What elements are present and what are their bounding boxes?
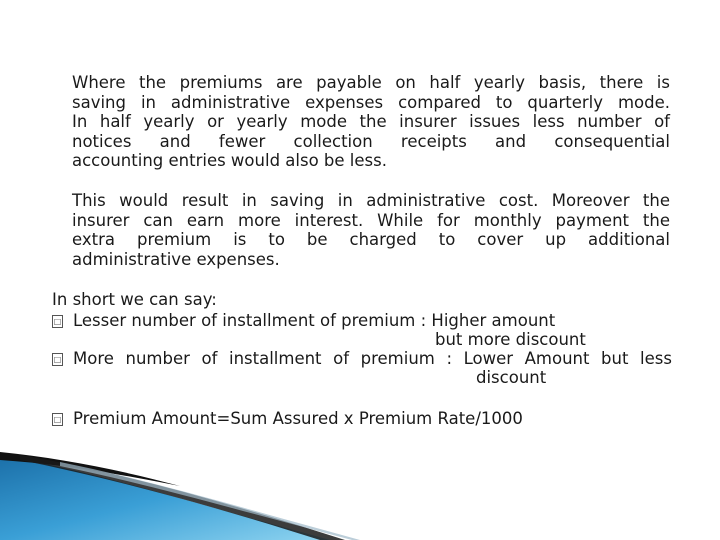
- bullet-text-line: but more discount: [435, 329, 586, 349]
- paragraph-half-yearly: [72, 73, 670, 171]
- paragraph-line: Where the premiums are payable on half yearly basis, there is: [72, 73, 670, 92]
- bullet-box-icon: □: [53, 415, 62, 424]
- paragraph-line: In half yearly or yearly mode the insurer issues less number of: [72, 112, 670, 132]
- paragraph-line: accounting entries would also be less.: [72, 151, 387, 171]
- bullet-text-line: discount: [476, 367, 547, 387]
- paragraph-line: administrative expenses.: [72, 249, 280, 269]
- paragraph-line: notices and fewer collection receipts and consequential: [72, 131, 670, 151]
- bullet-box-icon: □: [53, 355, 62, 364]
- paragraph-line: This would result in saving in administrative cost. Moreover the: [72, 191, 670, 210]
- premium-formula: Premium Amount=Sum Assured x Premium Rate/1000: [73, 409, 523, 428]
- bullet-text-line: Lesser number of installment of premium : Higher amount: [73, 311, 556, 330]
- bullet-box-icon: □: [53, 317, 62, 326]
- paragraph-line: insurer can earn more interest. While for monthly payment the: [72, 210, 670, 230]
- bullet-text-line: More number of installment of premium : Lower Amount but less: [73, 349, 672, 368]
- summary-intro: In short we can say:: [52, 290, 217, 309]
- paragraph-administrative-cost: [72, 191, 670, 269]
- paragraph-line: saving in administrative expenses compared to quarterly mode.: [72, 92, 670, 112]
- paragraph-line: extra premium is to be charged to cover up additional: [72, 230, 670, 250]
